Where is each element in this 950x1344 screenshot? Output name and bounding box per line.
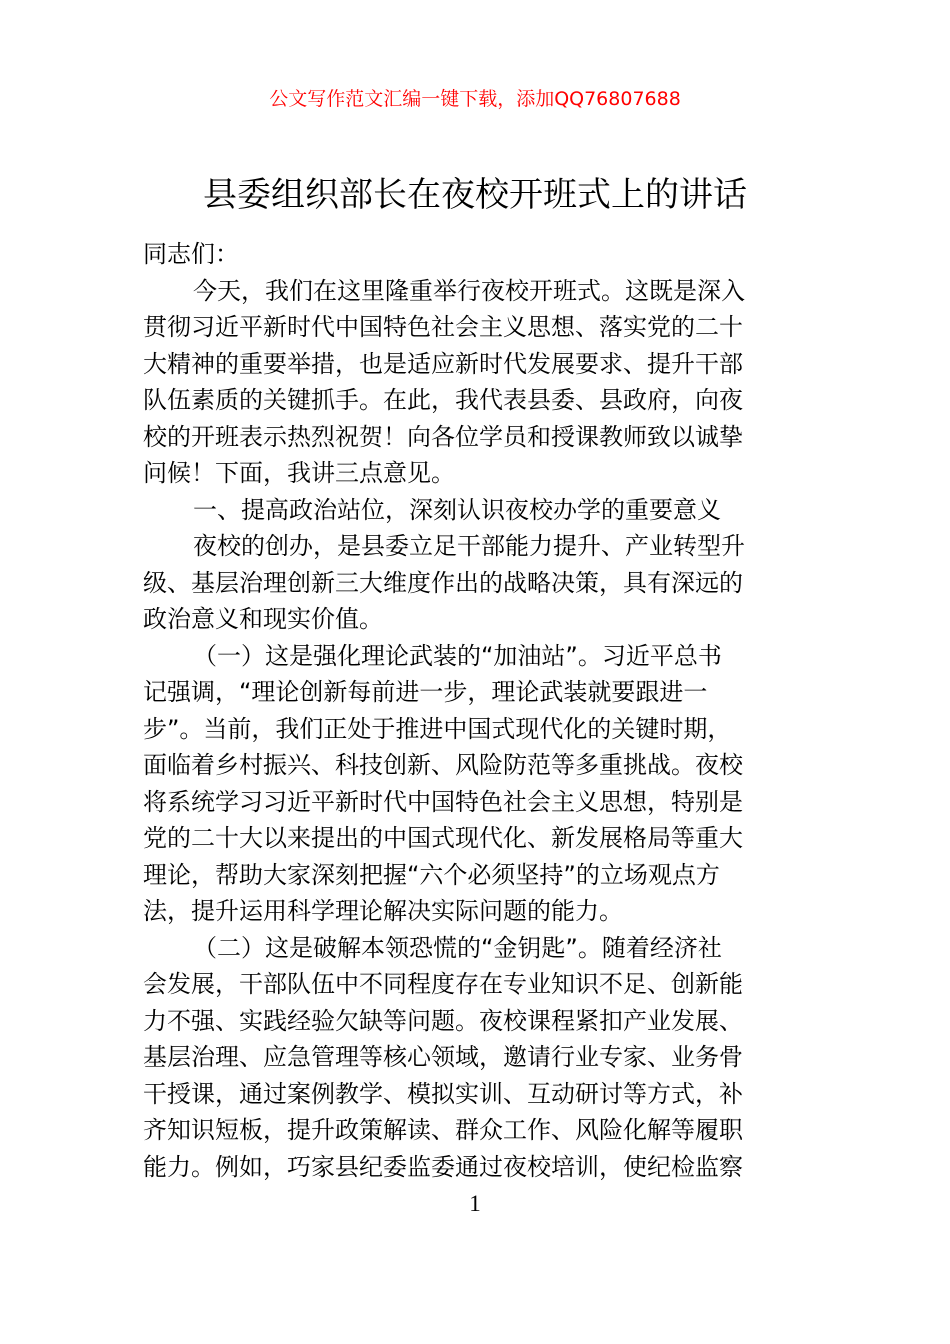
paragraph-line: 理论，帮助大家深刻把握“六个必须坚持”的立场观点方 xyxy=(143,860,720,889)
document-title: 县委组织部长在夜校开班式上的讲话 xyxy=(203,175,747,215)
document-body xyxy=(143,236,813,1185)
paragraph-line: 步”。当前，我们正处于推进中国式现代化的关键时期， xyxy=(143,714,732,743)
download-banner: 公文写作范文汇编一键下载，添加QQ76807688 xyxy=(269,88,681,110)
page-number: 1 xyxy=(469,1191,481,1216)
paragraph-line: 法，提升运用科学理论解决实际问题的能力。 xyxy=(143,897,623,925)
paragraph-line: 政治意义和现实价值。 xyxy=(143,605,383,633)
paragraph-line: 基层治理、应急管理等核心领域，邀请行业专家、业务骨 xyxy=(143,1043,743,1071)
section-heading: 一、提高政治站位，深刻认识夜校办学的重要意义 xyxy=(193,495,721,524)
paragraph-line: 校的开班表示热烈祝贺！向各位学员和授课教师致以诚挚 xyxy=(143,422,743,451)
paragraph-line: 问候！下面，我讲三点意见。 xyxy=(143,459,455,487)
paragraph-line: 干授课，通过案例教学、模拟实训、互动研讨等方式，补 xyxy=(143,1079,743,1108)
paragraph-line: 能力。例如，巧家县纪委监委通过夜校培训，使纪检监察 xyxy=(143,1152,743,1181)
paragraph-line: 队伍素质的关键抓手。在此，我代表县委、县政府，向夜 xyxy=(143,386,743,414)
paragraph-line: 今天，我们在这里隆重举行夜校开班式。这既是深入 xyxy=(193,276,745,305)
paragraph-line: （二）这是破解本领恐慌的“金钥匙”。随着经济社 xyxy=(193,933,722,962)
paragraph-line: 将系统学习习近平新时代中国特色社会主义思想，特别是 xyxy=(143,787,743,816)
salutation: 同志们： xyxy=(143,240,239,268)
paragraph-line: 党的二十大以来提出的中国式现代化、新发展格局等重大 xyxy=(143,824,743,852)
paragraph-line: 面临着乡村振兴、科技创新、风险防范等多重挑战。夜校 xyxy=(143,751,743,779)
paragraph-line: 记强调，“理论创新每前进一步，理论武装就要跟进一 xyxy=(143,678,708,706)
paragraph-line: 大精神的重要举措，也是适应新时代发展要求、提升干部 xyxy=(143,349,743,378)
paragraph-line: 贯彻习近平新时代中国特色社会主义思想、落实党的二十 xyxy=(143,313,743,341)
paragraph-line: （一）这是强化理论武装的“加油站”。习近平总书 xyxy=(193,641,722,670)
paragraph-line: 会发展，干部队伍中不同程度存在专业知识不足、创新能 xyxy=(143,970,743,998)
paragraph-line: 夜校的创办，是县委立足干部能力提升、产业转型升 xyxy=(193,532,745,560)
paragraph-line: 级、基层治理创新三大维度作出的战略决策，具有深远的 xyxy=(143,568,743,597)
paragraph-line: 力不强、实践经验欠缺等问题。夜校课程紧扣产业发展、 xyxy=(143,1006,743,1035)
paragraph-line: 齐知识短板，提升政策解读、群众工作、风险化解等履职 xyxy=(143,1116,743,1144)
